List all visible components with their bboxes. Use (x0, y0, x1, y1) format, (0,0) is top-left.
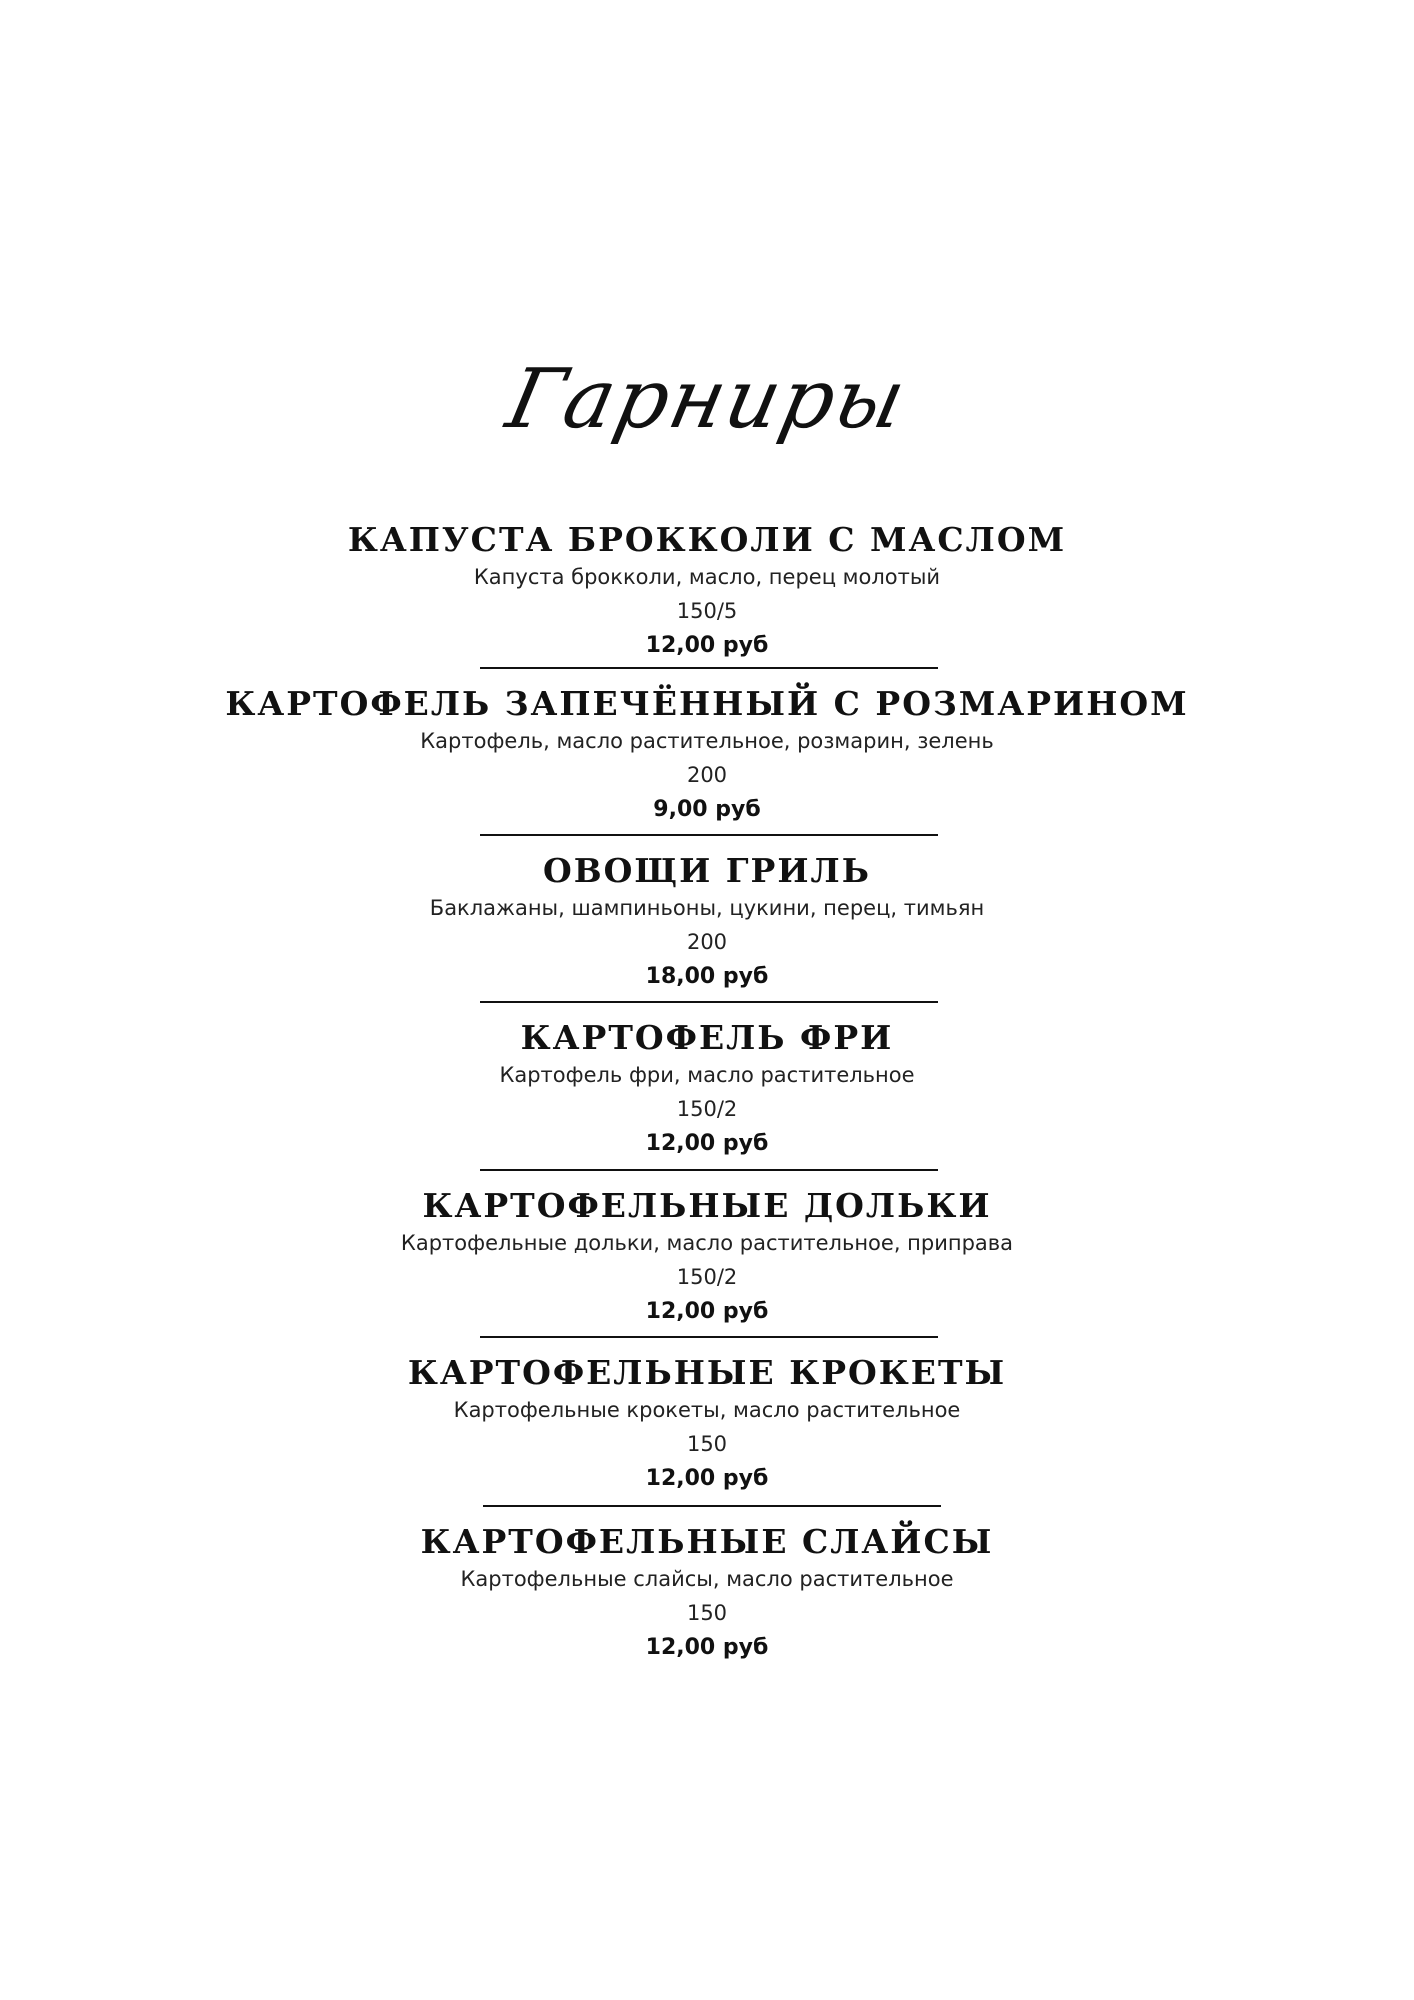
item-divider (480, 1169, 938, 1171)
item-name: КАРТОФЕЛЬНЫЕ КРОКЕТЫ (407, 1353, 1007, 1392)
item-price: 12,00 руб (645, 1635, 769, 1660)
item-description: Картофель, масло растительное, розмарин, зелень (420, 729, 994, 753)
item-weight: 200 (686, 930, 728, 954)
item-weight: 150 (686, 1601, 728, 1625)
item-description: Капуста брокколи, масло, перец молотый (473, 565, 941, 589)
item-weight: 150/2 (676, 1097, 738, 1121)
item-price: 12,00 руб (645, 1466, 769, 1491)
item-price: 12,00 руб (645, 1131, 769, 1156)
item-name: КАРТОФЕЛЬ ФРИ (520, 1018, 894, 1057)
item-name: ОВОЩИ ГРИЛЬ (543, 851, 871, 890)
item-name: КАРТОФЕЛЬ ЗАПЕЧЁННЫЙ С РОЗМАРИНОМ (225, 684, 1189, 723)
item-description: Картофельные дольки, масло растительное, приправа (400, 1231, 1014, 1255)
item-description: Картофель фри, масло растительное (499, 1063, 915, 1087)
item-description: Баклажаны, шампиньоны, цукини, перец, тимьян (429, 896, 985, 920)
item-name: КАРТОФЕЛЬНЫЕ ДОЛЬКИ (422, 1186, 992, 1225)
item-divider (480, 1336, 938, 1338)
item-price: 12,00 руб (645, 633, 769, 658)
item-description: Картофельные слайсы, масло растительное (460, 1567, 954, 1591)
page-title: Гарниры (499, 352, 916, 447)
item-divider (480, 834, 938, 836)
item-divider (480, 1001, 938, 1003)
item-name: КАРТОФЕЛЬНЫЕ СЛАЙСЫ (420, 1522, 994, 1561)
item-price: 12,00 руб (645, 1299, 769, 1324)
item-name: КАПУСТА БРОККОЛИ С МАСЛОМ (347, 520, 1067, 559)
item-divider (480, 667, 938, 669)
item-description: Картофельные крокеты, масло растительное (453, 1398, 961, 1422)
item-weight: 150 (686, 1432, 728, 1456)
item-weight: 150/5 (676, 599, 738, 623)
item-price: 9,00 руб (653, 797, 761, 822)
item-price: 18,00 руб (645, 964, 769, 989)
item-weight: 150/2 (676, 1265, 738, 1289)
item-weight: 200 (686, 763, 728, 787)
item-divider (483, 1505, 941, 1507)
